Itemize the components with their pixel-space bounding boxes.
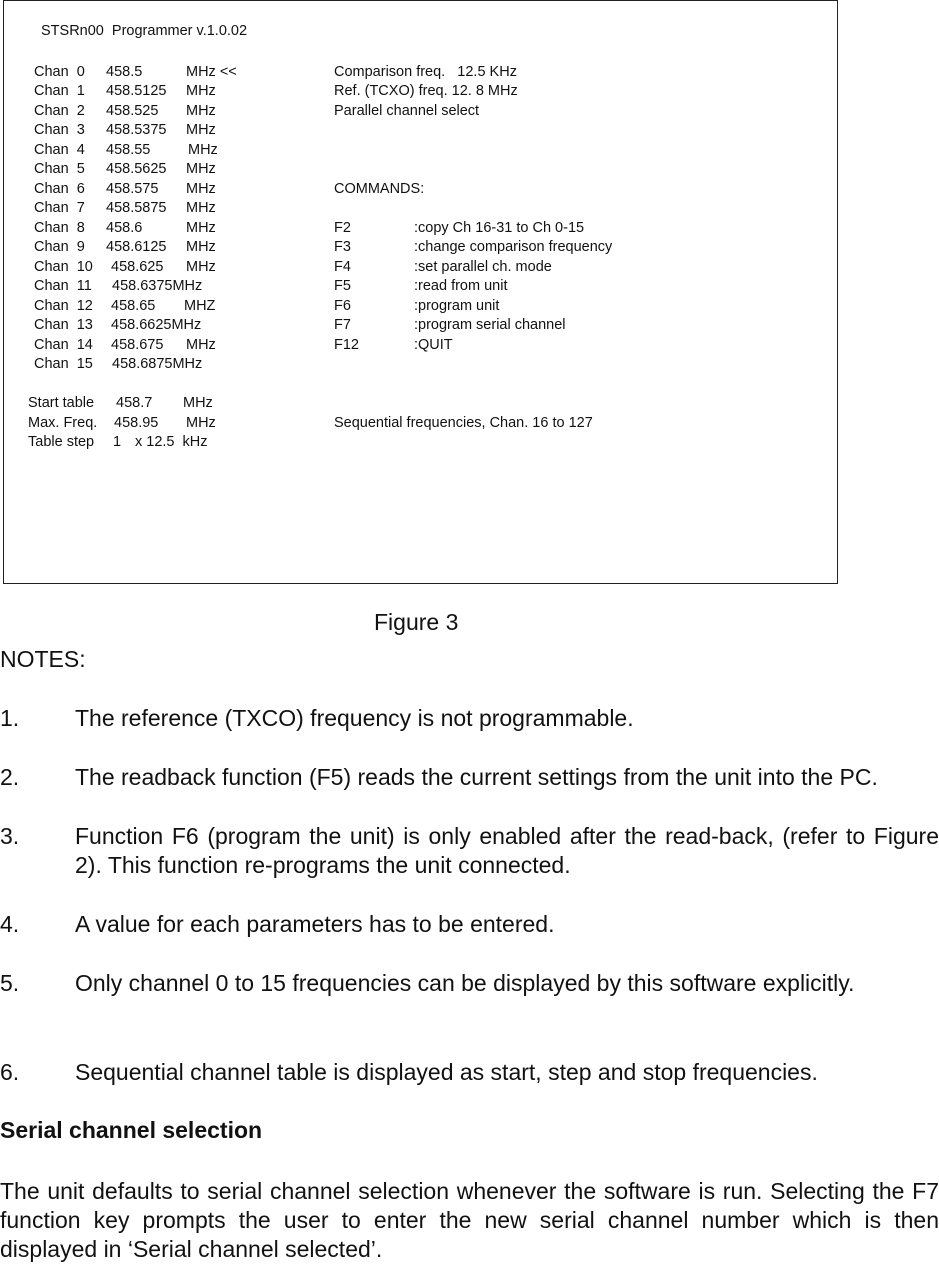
channel-unit: MHz (186, 161, 216, 177)
channel-unit: MHz (186, 259, 216, 275)
channel-frequency[interactable]: 458.5875 (106, 200, 167, 216)
command-key-f6[interactable]: F6 (334, 298, 351, 314)
commands-title: COMMANDS: (334, 181, 425, 197)
serial-channel-heading: Serial channel selection (0, 1117, 263, 1143)
channel-frequency[interactable]: 458.625 (111, 259, 164, 275)
command-description: :read from unit (414, 278, 508, 294)
channel-unit: MHz (186, 220, 216, 236)
channel-frequency[interactable]: 458.675 (111, 337, 164, 353)
channel-frequency[interactable]: 458.525 (106, 103, 159, 119)
note-text: The reference (TXCO) frequency is not programmable. (75, 705, 634, 731)
channel-label: Chan 14 (34, 337, 93, 353)
notes-heading: NOTES: (0, 646, 86, 672)
channel-label: Chan 1 (34, 83, 85, 99)
note-number: 3. (0, 823, 20, 849)
command-key-f5[interactable]: F5 (334, 278, 351, 294)
command-key-f4[interactable]: F4 (334, 259, 351, 275)
note-text: Only channel 0 to 15 frequencies can be displayed by this software explicitly. (75, 970, 855, 996)
channel-frequency[interactable]: 458.6375MHz (112, 278, 203, 294)
table-step-unit: x 12.5 kHz (135, 434, 208, 450)
channel-label: Chan 13 (34, 317, 93, 333)
channel-frequency[interactable]: 458.6 (106, 220, 143, 236)
channel-unit: MHz (186, 337, 216, 353)
note-number: 5. (0, 970, 20, 996)
channel-unit: MHz (186, 200, 216, 216)
note-number: 1. (0, 705, 20, 731)
channel-label: Chan 15 (34, 356, 93, 372)
channel-unit: MHZ (184, 298, 216, 314)
channel-unit: MHz (186, 239, 216, 255)
note-text: Sequential channel table is displayed as start, step and stop frequencies. (75, 1059, 818, 1085)
start-table-value[interactable]: 458.7 (116, 395, 153, 411)
command-key-f3[interactable]: F3 (334, 239, 351, 255)
channel-unit: MHz (186, 103, 216, 119)
figure-caption: Figure 3 (374, 609, 459, 635)
channel-label: Chan 12 (34, 298, 93, 314)
window-title: STSRn00 Programmer v.1.0.02 (41, 23, 248, 39)
channel-label: Chan 6 (34, 181, 85, 197)
max-freq-value[interactable]: 458.95 (114, 415, 159, 431)
serial-channel-paragraph: The unit defaults to serial channel selection whenever the software is run. Selecting the F7 function key prompts the user to enter the new serial channel number which is then displayed in ‘Serial channel selected’. (0, 1178, 939, 1262)
command-description: :set parallel ch. mode (414, 259, 552, 275)
command-description: :QUIT (414, 337, 453, 353)
note-text: The readback function (F5) reads the current settings from the unit into the PC. (75, 764, 878, 790)
table-step-value[interactable]: 1 (113, 434, 122, 450)
command-description: :program serial channel (414, 317, 566, 333)
channel-frequency[interactable]: 458.6875MHz (112, 356, 203, 372)
note-text: Function F6 (program the unit) is only enabled after the read-back, (refer to Figure 2). This function re-programs the unit connected. (75, 823, 939, 878)
channel-frequency[interactable]: 458.5375 (106, 122, 167, 138)
note-number: 4. (0, 911, 20, 937)
note-number: 2. (0, 764, 20, 790)
command-key-f7[interactable]: F7 (334, 317, 351, 333)
channel-label: Chan 8 (34, 220, 85, 236)
note-number: 6. (0, 1059, 20, 1085)
reference-frequency: Ref. (TCXO) freq. 12. 8 MHz (334, 83, 518, 99)
start-table-unit: MHz (183, 395, 213, 411)
programmer-screenshot (3, 0, 838, 584)
channel-frequency[interactable]: 458.65 (111, 298, 156, 314)
channel-unit: MHz (188, 142, 218, 158)
start-table-label: Start table (28, 395, 95, 411)
channel-frequency[interactable]: 458.55 (106, 142, 151, 158)
max-freq-unit: MHz (186, 415, 216, 431)
channel-unit: MHz << (186, 64, 237, 80)
channel-label: Chan 7 (34, 200, 85, 216)
channel-label: Chan 10 (34, 259, 93, 275)
channel-unit: MHz (186, 181, 216, 197)
comparison-frequency: Comparison freq. 12.5 KHz (334, 64, 517, 80)
channel-label: Chan 9 (34, 239, 85, 255)
channel-label: Chan 0 (34, 64, 85, 80)
channel-label: Chan 2 (34, 103, 85, 119)
command-description: :change comparison frequency (414, 239, 613, 255)
channel-frequency[interactable]: 458.5625 (106, 161, 167, 177)
channel-unit: MHz (186, 83, 216, 99)
channel-label: Chan 4 (34, 142, 85, 158)
channel-label: Chan 11 (34, 278, 92, 294)
max-freq-label: Max. Freq. (28, 415, 98, 431)
sequential-frequencies-label: Sequential frequencies, Chan. 16 to 127 (334, 415, 593, 431)
channel-frequency[interactable]: 458.5125 (106, 83, 167, 99)
channel-frequency[interactable]: 458.6125 (106, 239, 167, 255)
channel-frequency[interactable]: 458.5 (106, 64, 143, 80)
channel-mode: Parallel channel select (334, 103, 480, 119)
command-key-f12[interactable]: F12 (334, 337, 359, 353)
channel-label: Chan 5 (34, 161, 85, 177)
command-key-f2[interactable]: F2 (334, 220, 351, 236)
table-step-label: Table step (28, 434, 95, 450)
command-description: :program unit (414, 298, 500, 314)
channel-label: Chan 3 (34, 122, 85, 138)
command-description: :copy Ch 16-31 to Ch 0-15 (414, 220, 585, 236)
channel-unit: MHz (186, 122, 216, 138)
channel-frequency[interactable]: 458.575 (106, 181, 159, 197)
note-text: A value for each parameters has to be entered. (75, 911, 555, 937)
channel-frequency[interactable]: 458.6625MHz (111, 317, 202, 333)
